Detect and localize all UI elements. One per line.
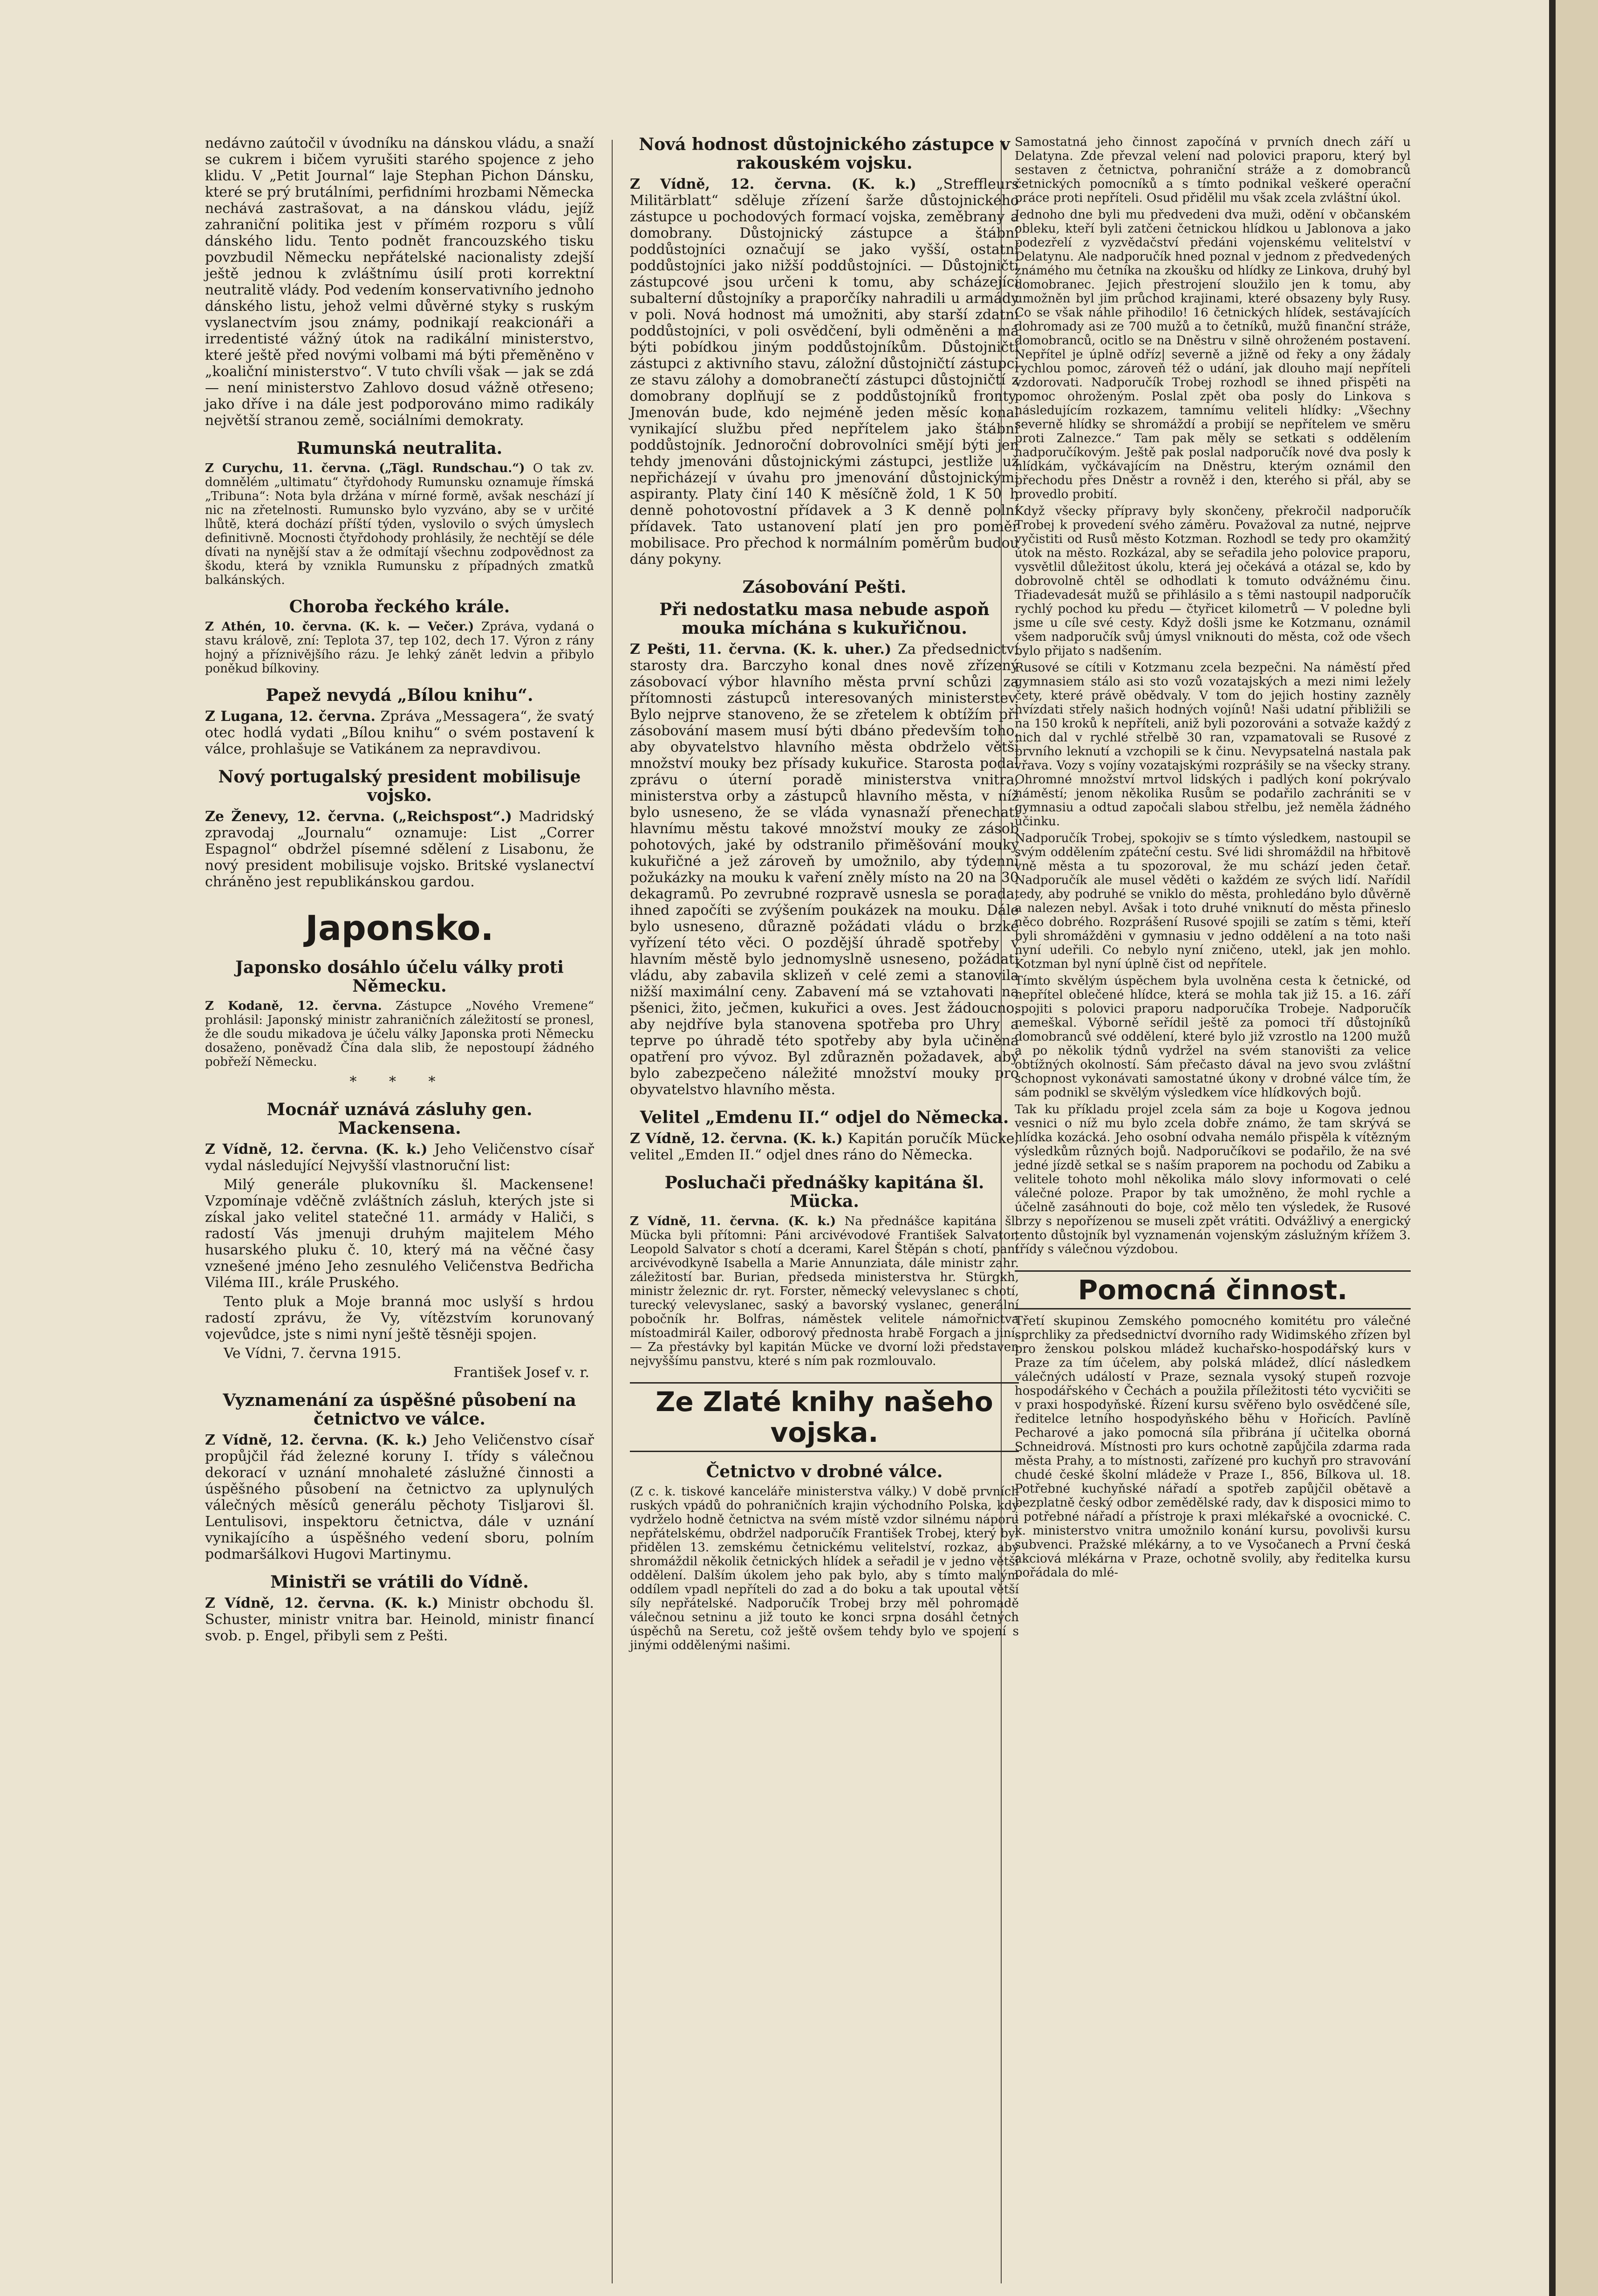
article-body: Zástupce „Nového Vremene“ prohlásil: Japonský ministr zahraničních záležitostí se pronesl, že dle soudu mikadova je účelu války Japonska proti Německu dosaženo, poněvadž Čína dala slib, že nepostoupí žádného pobřeží Německu. bbox=[205, 999, 594, 1069]
article-body: Zpráva „Messagera“, že svatý otec hodlá vydati „Bílou knihu“ o svém postavení k válce, prohlašuje se Vatikánem za nepravdivou. bbox=[205, 708, 594, 757]
headline: Zásobování Pešti. bbox=[742, 577, 907, 597]
dateline: Ze Ženevy, 12. června. („Reichspost“.) bbox=[205, 809, 512, 825]
dateline: Z Lugana, 12. června. bbox=[205, 708, 376, 725]
headline: Rumunská neutralita. bbox=[296, 439, 503, 458]
article-text bbox=[205, 1432, 594, 1563]
headline: Mocnář uznává zásluhy gen. Mackensena. bbox=[266, 1100, 533, 1138]
column-1 bbox=[205, 135, 594, 1647]
dateline: Z Vídně, 12. června. (K. k.) bbox=[630, 1131, 843, 1147]
letter-text: Tento pluk a Moje branná moc uslyší s hrdou radostí zprávu, že Vy, vítězstvím korunovaný vojevůdce, jste s nimi nyní ještě těsněji spojen. bbox=[205, 1294, 594, 1343]
separator-stars: * * * bbox=[349, 1074, 450, 1090]
article-body: Na přednášce kapitána šl. Mücka byli přítomni: Páni arcivévodové František Salvator, Leopold Salvator s chotí a dcerami, Karel Štěpán s chotí, paní arcivévodkyně Isabella a Marie Annunziata, dále ministr zahr. záležitostí bar. Burian, předseda ministerstva hr. Stürgkh, ministr železnic dr. ryt. Forster, německý velevyslanec s chotí, turecký velevyslanec, saský a bavorský vyslanec, generální pobočník hr. Bolfras, náměstek velitele námořnictva místoadmirál Kailer, odborový přednosta hrabě Forgach a jiní. — Za přestávky byl kapitán Mücke ve dvorní loži představen nejvyššímu panstvu, které s ním pak rozmlouvalo. bbox=[630, 1214, 1019, 1368]
article-body: Jeho Veličenstvo císař vydal následující Nejvyšší vlastnoruční list: bbox=[205, 1141, 594, 1174]
article-text bbox=[205, 461, 594, 587]
article-text bbox=[630, 1214, 1019, 1368]
article-text bbox=[630, 641, 1019, 1098]
dateline: Z Kodaně, 12. června. bbox=[205, 999, 382, 1013]
article-body: Jeho Veličenstvo císař propůjčil řád železné koruny I. třídy s válečnou dekorací v uznání mnohaleté záslužné činnosti a úspěšného působení na četnictvo za uplynulých válečných měsíců generálu pěchoty Tisljarovi šl. Lentulisovi, inspektoru četnictva, dále v uznání vynikajícího a úspěšného vedení sboru, polním podmaršálkovi Hugovi Martinymu. bbox=[205, 1432, 594, 1563]
letter-date: Ve Vídni, 7. června 1915. bbox=[224, 1345, 402, 1362]
article-body: Madridský zpravodaj „Journalu“ oznamuje: List „Correr Espagnol“ obdržel písemné sdělení z Lisabonu, že nový president mobilisuje vojsko. Britské vyslanectví chráněno jest republikánskou gardou. bbox=[205, 809, 594, 890]
article-text bbox=[205, 620, 594, 676]
section-title: Pomocná činnost. bbox=[1015, 1270, 1411, 1309]
headline: Vyznamenání za úspěšné působení na četnictvo ve válce. bbox=[223, 1391, 576, 1429]
article-text bbox=[205, 1141, 594, 1174]
article-text: Jednoho dne byli mu předvedeni dva muži, odění v občanském obleku, kteří byli zatčeni četnickou hlídkou u Jablonova a jako podezřelí z vyzvědačství předáni vojenskému velitelství v Delatynu. Ale nadporučík hned poznal v jednom z předvedených známého mu četníka na zkoušku od hlídky ze Linkova, druhý byl domobranec. Jejich přestrojení sloužilo jen k tomu, aby umožněn byl jim průchod krajinami, které obsazeny byly Rusy. Co se však náhle přihodilo! 16 četnických hlídek, sestávajících dohromady asi ze 700 mužů a to četníků, mužů finanční stráže, domobranců, ocitlo se na Dněstru v silně ohroženém postavení. Nepřítel je úplně odříz| severně a jižně od řeky a ony žádaly rychlou pomoc, zároveň též o udání, jak dlouho mají nepříteli vzdorovati. Nadporučík Trobej rozhodl se ihned přispěti na pomoc ohroženým. Poslal zpět oba posly do Linkova s následujícím rozkazem, tamnímu veliteli hlídky: „Všechny severně hlídky se shromáždí a probijí se nepřítelem ve směru proti Zalnezce.“ Tam pak měly se setkati s oddělením nadporučíkovým. Ještě pak poslal nadporučík nové dva posly k hlídkám, vyčkávajícím na Dněstru, kterým oznámil den přechodu přes Dněstr a rovněž i den, kterého si přál, aby se provedlo probití. bbox=[1015, 208, 1411, 501]
article-body: O tak zv. domnělém „ultimatu“ čtyřdohody Rumunsku oznamuje římská „Tribuna“: Nota byla držána v mírné formě, avšak neschází jí nic na zřetelnosti. Rumunsko bylo vyzváno, aby se v určité lhůtě, která dochází příští týden, vyslovilo o svých úmyslech definitivně. Mocnosti čtyřdohody prohlásily, že nechtějí se déle dívati na nynější stav a že odmítají všechnu zodpovědnost za škodu, která by vznikla Rumunsku z případných zmatků balkánských. bbox=[205, 461, 594, 587]
article-text: Nadporučík Trobej, spokojiv se s tímto výsledkem, nastoupil se svým oddělením zpáteční cestu. Své lidi shromáždil na hřbitově vně města a tu spozoroval, že mu schází jeden četař. Nadporučík ale musel věděti o každém ze svých lidí. Nařídil tedy, aby podruhé se vniklo do města, prohledáno bylo důvěrně a nalezen nebyl. Avšak i toto druhé vniknutí do města přineslo něco dobrého. Rozprášení Rusové spojili se zatím s těmi, kteří byli shromážděni v gymnasiu v jedno oddělení a na toto naši nyní udeřili. Co nebylo nyní zničeno, utekl, jak jen mohlo. Kotzman byl nyní úplně čist od nepřítele. bbox=[1015, 831, 1411, 971]
article-text: Tímto skvělým úspěchem byla uvolněna cesta k četnické, od nepřítel oblečené hlídce, která se mohla tak již 15. a 16. září spojiti s polovici praporu nadporučíka Trobeje. Nadporučík nemeškal. Výborně seřídil ještě za pomoci tří důstojníků domobranců své oddělení, které bylo již vzrostlo na 1200 mužů a po několik týdnů vydržel na svém stanovišti za velice obtížných okolností. Sám přečasto dával na jevo svou zvláštní schopnost vykonávati samostatné úkony v drobné válce tím, že sám podnikl se skvělým výsledkem více hlídkových bojů. bbox=[1015, 974, 1411, 1100]
column-3 bbox=[1015, 135, 1411, 1583]
dateline: Z Pešti, 11. června. (K. k. uher.) bbox=[630, 641, 892, 658]
dateline: Z Curychu, 11. června. („Tägl. Rundschau.“) bbox=[205, 461, 525, 475]
dateline: Z Vídně, 12. června. (K. k.) bbox=[205, 1595, 439, 1611]
article-text bbox=[630, 176, 1019, 568]
article-body: Kapitán poručík Mücke, velitel „Emden II.“ odjel dnes ráno do Německa. bbox=[630, 1131, 1019, 1163]
dateline: Z Vídně, 12. června. (K. k.) bbox=[205, 1141, 428, 1158]
headline: Nová hodnost důstojnického zástupce v rakouském vojsku. bbox=[639, 135, 1010, 173]
headline: Nový portugalský president mobilisuje vojsko. bbox=[218, 767, 581, 805]
headline: Posluchači přednášky kapitána šl. Mücka. bbox=[664, 1173, 984, 1211]
dateline: Z Vídně, 11. června. (K. k.) bbox=[630, 1214, 836, 1228]
facing-page-edge bbox=[1556, 0, 1598, 2296]
dateline: Z Vídně, 12. června. (K. k.) bbox=[205, 1432, 428, 1448]
article-body: Za předsednictví starosty dra. Barczyho konal dnes nově zřízený zásobovací výbor hlavního města první schůzi za přítomnosti zástupců interesovaných ministerstev. Bylo nejprve stanoveno, že se zřetelem k obtížím při zásobování masem musí býti dbáno především toho, aby obyvatelstvo hlavního města obdrželo větší množství mouky bez přísady kukuřice. Starosta podal zprávu o úterní poradě ministerstva vnitra, ministerstva orby a zástupců hlavního města, v níž bylo usneseno, že se vláda vynasnaží přenechati hlavnímu městu takové množství mouky ze zásob pohotových, jaké by odstranilo přiměšování mouky kukuřičné a jež zároveň by umožnilo, aby týdenní požukázky na mouku k vaření zněly místo na 20 na 30 dekagramů. Po zevrubné rozpravě usnesla se porada, ihned započíti se zvýšením poukázek na mouku. Dále bylo usneseno, důrazně požádati vládu o brzké vyřízení této věci. O pozdější úhradě spotřeby v hlavním městě bylo jednomyslně usneseno, požádati vládu, aby zabavila sklizeň v celé zemi a stanovila nižší maximální ceny. Zabavení má se vztahovati na pšenici, žito, ječmen, kukuřici a oves. Jest žádoucno, aby nejdříve byla stanovena spotřeba pro Uhry a teprve po úhradě této spotřeby aby byla učiněna opatření pro vývoz. Byl zdůrazněn požadavek, aby bylo zabezpečeno náležité množství mouky pro obyvatelstvo hlavního města. bbox=[630, 641, 1019, 1098]
article-text bbox=[205, 999, 594, 1069]
headline: Japonsko dosáhlo účelu války proti Německu. bbox=[235, 958, 564, 996]
article-body: „Streffleurs Militärblatt“ sděluje zřízení šarže důstojnického zástupce u pochodových formací vojska, zeměbrany a domobrany. Důstojnický zástupce a štábní poddůstojníci označují se jako vyšší, ostatní poddůstojníci jako nižší poddůstojníci. — Důstojničtí zástupcové jsou určeni k tomu, aby scházející subalterní důstojníky a praporčíky nahradili u armády v poli. Nová hodnost má umožniti, aby starší zdatní poddůstojníci, v poli osvědčení, byli odměněni a má býti pobídkou jiným poddůstojníkům. Důstojničtí zástupci z aktivního stavu, záložní důstojničtí zástupci ze stavu zálohy a domobranečtí zástupci důstojničtí z domobrany doplňují se z poddůstojníků fronty. Jmenován bude, kdo nejméně jeden měsíc konal vynikající službu před nepřítelem jako štábní poddůstojník. Jednoroční dobrovolníci smějí býti jen tehdy jmenováni důstojnickými zástupci, jestliže už nepřicházejí v úvahu pro jmenování důstojnickými aspiranty. Platy činí 140 K měsíčně žold, 1 K 50 h denně pohotovostní přídavek a 3 K denně polní přídavek. Tato ustanovení platí jen pro poměr mobilisace. Pro přechod k normálním poměrům budou dány pokyny. bbox=[630, 176, 1019, 568]
article-text: Tak ku příkladu projel zcela sám za boje u Kogova jednou vesnici o níž mu bylo zcela dobře známo, že tam skrývá se hlídka kozácká. Jeho osobní odvaha nemálo přispěla k vítězným výsledkům různých bojů. Nadporučíkovi se podařilo, že na své jedné jízdě setkal se s naším praporem na pochodu od Zabiku a velitele tohoto mohl několika málo slovy informovati o celé válečné poloze. Prapor by tak umožněno, že mohl rychle a účelně zasáhnouti do boje, což mělo ten výsledek, že Rusové brzy s nepořízenou se museli zpět vrátiti. Odvážlivý a energický tento důstojník byl vyznamenán vojenským záslužným křížem 3. třídy s válečnou výzdobou. bbox=[1015, 1103, 1411, 1256]
dateline: Z Athén, 10. června. (K. k. — Večer.) bbox=[205, 620, 474, 634]
headline: Choroba řeckého krále. bbox=[289, 597, 510, 617]
headline: Ministři se vrátili do Vídně. bbox=[270, 1572, 529, 1592]
article-text bbox=[205, 809, 594, 890]
article-text: Když všecky přípravy byly skončeny, překročil nadporučík Trobej k provedení svého záměru. Považoval za nutné, nejprve vyčistiti od Rusů město Kotzman. Rozhodl se tedy pro okamžitý útok na město. Rozkázal, aby se seřadila jeho polovice praporu, vysvětlil důležitost úkolu, která jej očekává a otázal se, kdo by dobrovolně chtěl se odhodlati k tomuto odvážnému činu. Třiadevadesát mužů se přihlásilo a s těmi nastoupil nadporučík rychlý pochod ku předu — čtyřicet kilometrů — V poledne byli jsme u cíle své cesty. Když došli jsme ke Kotzmanu, oznámil všem nadporučík svůj úmysl vniknouti do města, což ode všech bylo přijato s nadšením. bbox=[1015, 504, 1411, 658]
headline: Četnictvo v drobné válce. bbox=[706, 1462, 943, 1481]
column-2 bbox=[630, 135, 1019, 1655]
article-text bbox=[205, 708, 594, 757]
article-text: nedávno zaútočil v úvodníku na dánskou vládu, a snaží se cukrem i bičem vyrušiti starého spojence z jeho klidu. V „Petit Journal“ laje Stephan Pichon Dánsku, které se prý brutálními, perfidními hrozbami Německa nechává zastrašovat, a na dánskou vládu, jejíž zahraniční politika jest v přímém rozporu s vůlí dánského lidu. Tento podnět francouzského tisku povzbudil Německu nepřátelské nacionalisty zdejší ještě jednou k zvláštnímu úsilí proti korrektní neutralitě vlády. Pod vedením konservativního jednoho dánského listu, jehož velmi důvěrné styky s ruským vyslanectvím jsou známy, podnikají reakcionáři a irredentisté vážný útok na radikální ministerstvo, které ještě před novými volbami má býti přeměněno v „koaliční ministerstvo“. V tuto chvíli však — jak se zdá — není ministerstvo Zahlovo dosud vážně otřeseno; jako dříve i na dále jest podporováno mimo radikály největší stranou země, sociálními demokraty. bbox=[205, 135, 594, 429]
page-gutter bbox=[1549, 0, 1556, 2296]
article-text: Rusové se cítili v Kotzmanu zcela bezpečni. Na náměstí před gymnasiem stálo asi sto vozů vozatajských a mezi nimi ležely čety, které právě obědvaly. V tom do jejich hostiny zazněly hvízdati střely našich hodných vojínů! Naši udatní přibližili se na 150 kroků k nepříteli, aniž byli pozorováni a sotvaže každý z nich dal v rychlé střelbě 30 ran, vzpamatovali se Rusové z prvního leknutí a vzchopili se k činu. Nevypsatelná nastala pak vřava. Vozy s vojíny vozatajskými rozprášily se na všecky strany. Ohromné množství mrtvol lidských i padlých koní pokrývalo náměstí; jenom několika Rusům se podařilo zachrániti se v gymnasiu a odtud započali slabou střelbu, jež neměla žádného účinku. bbox=[1015, 661, 1411, 829]
article-text bbox=[630, 1131, 1019, 1163]
article-body: Ministr obchodu šl. Schuster, ministr vnitra bar. Heinold, ministr financí svob. p. Engel, přibyli sem z Pešti. bbox=[205, 1595, 594, 1644]
section-title: Japonsko. bbox=[305, 908, 494, 948]
section-title: Ze Zlaté knihy našeho vojska. bbox=[630, 1382, 1019, 1452]
headline: Papež nevydá „Bílou knihu“. bbox=[266, 685, 533, 705]
article-text: Třetí skupinou Zemského pomocného komitétu pro válečné sprchliky za předsednictví dvorního rady Widimského zřízen byl pro ženskou polskou mládež kuchařsko-hospodářský kurs v Praze za tím účelem, aby polská mládež, dlící následkem válečných událostí v Praze, seznala vysoký stupeň rozvoje hospodářského v Čechách a použila příležitosti této vycvičiti se v praxi hospodyňské. Řízení kursu svěřeno bylo osvědčené síle, ředitelce letního hospodyňského běhu v Hořicích. Pavlíně Pecharové a jako pomocná síla přibrána jí učitelka oborná Schneidrová. Místnosti pro kurs ochotně zapůjčila zdarma rada města Prahy, a to místnosti, zařízené pro kuchyň pro stravování chudé české školní mládeže v Praze I., 856, Bílkova ul. 18. Potřebné kuchyňské nářadí a spotřeb zapůjčil obětavě a bezplatně český odbor zemědělské rady, dav k disposici mimo to i potřebné nářadí a přístroje k praxi mlékařské a ovocnické. C. k. ministerstvo vnitra umožnilo konání kursu, povolivši kursu subvenci. Pražské mlékárny, a to ve Vysočanech a První česká akciová mlékárna v Praze, ochotně svolily, aby ředitelka kursu pořádala do mlé- bbox=[1015, 1314, 1411, 1580]
article-text: (Z c. k. tiskové kanceláře ministerstva války.) V době prvních ruských vpádů do pohraničních krajin východního Polska, kdy vydrželo hodně četnictva na svém místě vzdor silnému náporu nepřátelskému, obdržel nadporučík František Trobej, který byl přidělen 13. zemskému četnickému velitelství, rozkaz, aby shromáždil několik četnických hlídek a seřadil je v jedno větší oddělení. Dalším úkolem jeho pak bylo, aby s tímto malým oddílem vpadl nepříteli do zad a do boku a tak upoutal větší síly nepřátelské. Nadporučík Trobej brzy měl pohromadě válečnou setninu a již touto ke konci srpna dosáhl četných úspěchů na Seretu, což ještě ovšem tehdy bylo ve spojení s jinými oddělenými našimi. bbox=[630, 1485, 1019, 1652]
article-text bbox=[205, 1595, 594, 1644]
column-rule bbox=[612, 140, 613, 2283]
headline: Velitel „Emdenu II.“ odjel do Německa. bbox=[640, 1108, 1009, 1127]
subheadline: Při nedostatku masa nebude aspoň mouka míchána s kukuřičnou. bbox=[659, 600, 990, 638]
letter-text: Milý generále plukovníku šl. Mackensene! Vzpomínaje vděčně zvláštních zásluh, kterých jste si získal jako velitel statečné 11. armády v Haliči, s radostí Vás jmenuji druhým majitelem Mého husarského pluku č. 10, který má na věčné časy vznešené jméno Jeho zesnulého Veličenstva Bedřicha Viléma III., krále Pruského. bbox=[205, 1177, 594, 1291]
dateline: Z Vídně, 12. června. (K. k.) bbox=[630, 176, 916, 192]
article-text: Samostatná jeho činnost započíná v prvních dnech září u Delatyna. Zde převzal velení nad polovici praporu, který byl sestaven z četnictva, pohraniční stráže a z domobranců četnických pomocníků a s tímto podnikal veškeré operační práce proti nepříteli. Osud přidělil mu však zcela zvláštní úkol. bbox=[1015, 135, 1411, 205]
letter-signature: František Josef v. r. bbox=[453, 1364, 589, 1381]
article-body: Zpráva, vydaná o stavu královĕ, zní: Teplota 37, tep 102, dech 17. Výron z rány hojný a příznivějšího rázu. Je lehký zánět ledvin a přibylo poněkud bílkoviny. bbox=[205, 620, 594, 676]
